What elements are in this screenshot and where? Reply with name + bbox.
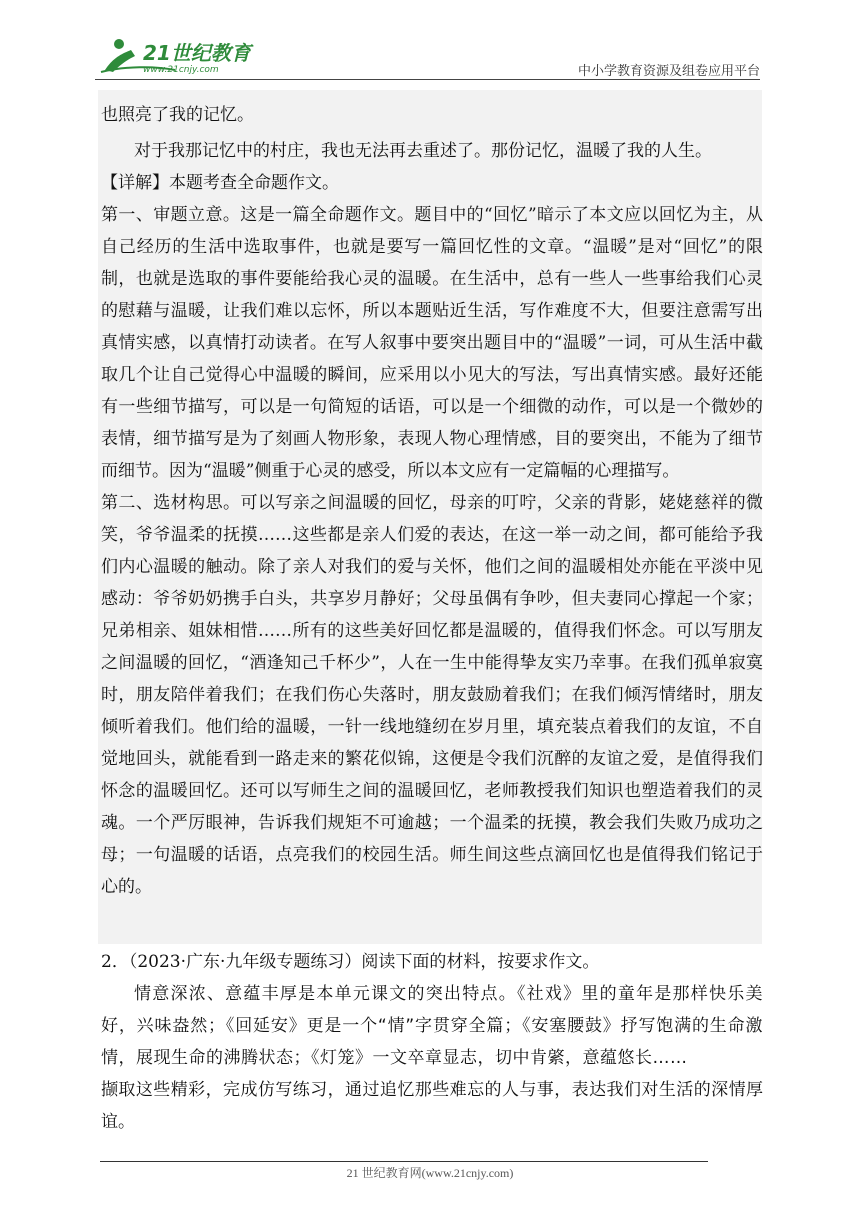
platform-name: 中小学教育资源及组卷应用平台: [577, 64, 760, 79]
footer-divider: [100, 1161, 708, 1162]
question-2-material: 情意深浓、意蕴丰厚是本单元课文的突出特点。《社戏》里的童年是那样快乐美好，兴味盎然；《回延安》更是一个“情”字贯穿全篇；《安塞腰鼓》抒写饱满的生命激情，展现生命的沸腾状态；《灯笼》一文卒章显志，切中肯綮，意蕴悠长……: [101, 984, 763, 1068]
analysis-part2: 第二、选材构思。可以写亲之间温暖的回忆，母亲的叮咛，父亲的背影，姥姥慈祥的微笑，爷爷温柔的抚摸……这些都是亲人们爱的表达，在这一举一动之间，都可能给予我们内心温暖的触动。除了亲人对我们的爱与关怀，他们之间的温暖相处亦能在平淡中见感动：爷爷奶奶携手白头，共享岁月静好；父母虽偶有争吵，但夫妻同心撑起一个家；兄弟相亲、姐妹相惜……所有的这些美好回忆都是温暖的，值得我们怀念。可以写朋友之间温暖的回忆，“酒逢知己千杯少”，人在一生中能得挚友实乃幸事。在我们孤单寂寞时，朋友陪伴着我们；在我们伤心失落时，朋友鼓励着我们；在我们倾泻情绪时，朋友倾听着我们。他们给的温暖，一针一线地缝纫在岁月里，填充装点着我们的友谊，不自觉地回头，就能看到一路走来的繁花似锦，这便是令我们沉醉的友谊之爱，是值得我们怀念的温暖回忆。还可以写师生之间的温暖回忆，老师教授我们知识也塑造着我们的灵魂。一个严厉眼神，告诉我们规矩不可逾越；一个温柔的抚摸，教会我们失败乃成功之母；一句温暖的话语，点亮我们的校园生活。师生间这些点滴回忆也是值得我们铭记于心的。: [101, 493, 763, 897]
logo-21cnjy: [95, 36, 265, 78]
essay-closing-paragraph: 对于我那记忆中的村庄，我也无法再去重述了。那份记忆，温暖了我的人生。: [134, 141, 712, 161]
logo-main-text: 21世纪教育: [143, 41, 251, 65]
analysis-part1: 第一、审题立意。这是一篇全命题作文。题目中的“回忆”暗示了本文应以回忆为主，从自己经历的生活中选取事件，也就是要写一篇回忆性的文章。“温暖”是对“回忆”的限制，也就是选取的事件要能给我心灵的温暖。在生活中，总有一些人一些事给我们心灵的慰藉与温暖，让我们难以忘怀，所以本题贴近生活，写作难度不大，但要注意需写出真情实感，以真情打动读者。在写人叙事中要突出题目中的“温暖”一词，可从生活中截取几个让自己觉得心中温暖的瞬间，应采用以小见大的写法，写出真情实感。最好还能有一些细节描写，可以是一句简短的话语，可以是一个细微的动作，可以是一个微妙的表情，细节描写是为了刻画人物形象，表现人物心理情感，目的要突出，不能为了细节而细节。因为“温暖”侧重于心灵的感受，所以本文应有一定篇幅的心理描写。: [101, 205, 763, 481]
question-2-task: 撷取这些精彩，完成仿写练习，通过追忆那些难忘的人与事，表达我们对生活的深情厚谊。: [101, 1080, 763, 1132]
footer-source: 21 世纪教育网(www.21cnjy.com): [346, 1166, 514, 1180]
essay-tail-line: 也照亮了我的记忆。: [101, 105, 254, 125]
question-2-block: [101, 946, 763, 1138]
question-2-stem: 2．（2023·广东·九年级专题练习）阅读下面的材料，按要求作文。: [101, 952, 600, 972]
answer-text-block: [101, 99, 763, 903]
page-header: [95, 36, 760, 80]
analysis-heading: 【详解】本题考查全命题作文。: [101, 173, 339, 193]
logo-url-text: www.21cnjy.com: [143, 65, 219, 75]
header-divider: [95, 79, 760, 80]
